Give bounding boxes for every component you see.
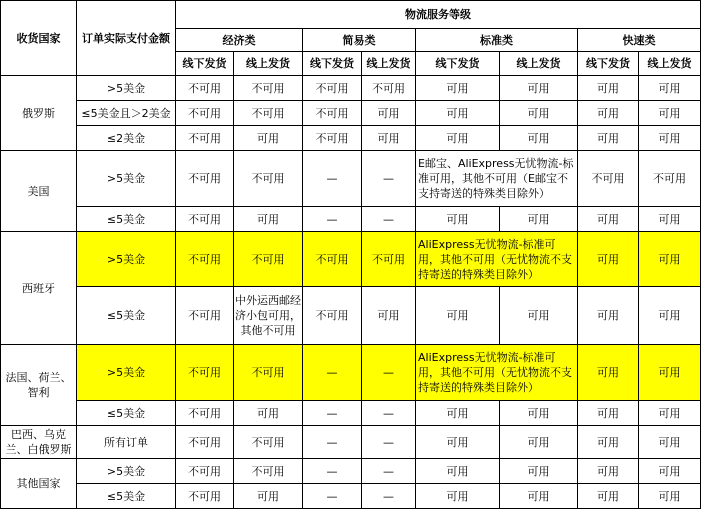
value-cell: 可用 bbox=[234, 484, 303, 509]
value-cell: 不可用 bbox=[639, 151, 701, 207]
value-cell: 可用 bbox=[416, 426, 500, 459]
header-simple: 简易类 bbox=[303, 29, 416, 52]
table-row bbox=[1, 345, 701, 401]
table-row bbox=[1, 459, 701, 484]
value-cell: 可用 bbox=[416, 401, 500, 426]
table-row bbox=[1, 101, 701, 126]
amount-cell: >5美金 bbox=[77, 345, 176, 401]
value-cell: 可用 bbox=[416, 459, 500, 484]
value-cell: 不可用 bbox=[234, 151, 303, 207]
value-cell: 可用 bbox=[500, 76, 578, 101]
value-cell: — bbox=[362, 207, 416, 232]
amount-cell: >5美金 bbox=[77, 459, 176, 484]
header-service-level: 物流服务等级 bbox=[176, 1, 701, 29]
value-cell: 可用 bbox=[578, 287, 639, 345]
value-cell: 可用 bbox=[578, 232, 639, 287]
header-standard: 标准类 bbox=[416, 29, 578, 52]
value-cell: 不可用 bbox=[176, 101, 234, 126]
country-cell: 美国 bbox=[1, 151, 77, 232]
value-cell: 可用 bbox=[639, 232, 701, 287]
value-cell: 不可用 bbox=[234, 76, 303, 101]
table-row bbox=[1, 76, 701, 101]
header-express-online: 线上发货 bbox=[639, 52, 701, 76]
table-row bbox=[1, 232, 701, 287]
value-cell: 可用 bbox=[500, 401, 578, 426]
value-cell: 不可用 bbox=[578, 151, 639, 207]
value-cell: — bbox=[362, 459, 416, 484]
value-cell: 可用 bbox=[500, 426, 578, 459]
value-cell: 不可用 bbox=[176, 484, 234, 509]
value-cell: 可用 bbox=[416, 287, 500, 345]
header-standard-offline: 线下发货 bbox=[416, 52, 500, 76]
value-cell: 可用 bbox=[578, 426, 639, 459]
value-cell: 可用 bbox=[639, 101, 701, 126]
amount-cell: ≤5美金 bbox=[77, 207, 176, 232]
value-cell: 不可用 bbox=[176, 345, 234, 401]
value-cell: 可用 bbox=[362, 126, 416, 151]
value-cell: — bbox=[303, 459, 362, 484]
value-cell: 可用 bbox=[416, 484, 500, 509]
value-cell: 不可用 bbox=[362, 232, 416, 287]
value-cell: 不可用 bbox=[176, 126, 234, 151]
value-cell: 可用 bbox=[639, 76, 701, 101]
table-row bbox=[1, 401, 701, 426]
header-amount: 订单实际支付金额 bbox=[77, 1, 176, 76]
table-row bbox=[1, 151, 701, 207]
value-cell: 可用 bbox=[416, 76, 500, 101]
value-cell: 不可用 bbox=[234, 345, 303, 401]
value-cell: — bbox=[303, 401, 362, 426]
value-cell: 不可用 bbox=[176, 232, 234, 287]
country-cell: 西班牙 bbox=[1, 232, 77, 345]
value-cell: 可用 bbox=[500, 101, 578, 126]
value-cell: 可用 bbox=[639, 345, 701, 401]
country-cell: 俄罗斯 bbox=[1, 76, 77, 151]
amount-cell: 所有订单 bbox=[77, 426, 176, 459]
header-economy-online: 线上发货 bbox=[234, 52, 303, 76]
country-cell: 其他国家 bbox=[1, 459, 77, 509]
value-cell: — bbox=[362, 426, 416, 459]
value-cell: 可用 bbox=[234, 401, 303, 426]
value-cell: 不可用 bbox=[303, 287, 362, 345]
value-cell: 可用 bbox=[234, 207, 303, 232]
value-cell: 可用 bbox=[362, 287, 416, 345]
header-destination: 收货国家 bbox=[1, 1, 77, 76]
value-cell: 可用 bbox=[578, 459, 639, 484]
value-cell: 可用 bbox=[639, 484, 701, 509]
value-cell: 不可用 bbox=[176, 287, 234, 345]
value-cell: 可用 bbox=[500, 287, 578, 345]
value-cell: 不可用 bbox=[176, 426, 234, 459]
value-cell: 可用 bbox=[639, 459, 701, 484]
value-cell: — bbox=[303, 151, 362, 207]
value-cell: 可用 bbox=[416, 126, 500, 151]
value-cell: 可用 bbox=[639, 126, 701, 151]
value-cell: 不可用 bbox=[176, 151, 234, 207]
header-economy-offline: 线下发货 bbox=[176, 52, 234, 76]
value-cell: 可用 bbox=[578, 76, 639, 101]
value-cell: — bbox=[303, 345, 362, 401]
value-cell: 可用 bbox=[578, 345, 639, 401]
value-cell: 可用 bbox=[362, 101, 416, 126]
value-cell: 可用 bbox=[639, 207, 701, 232]
header-economy: 经济类 bbox=[176, 29, 303, 52]
value-cell: 可用 bbox=[234, 126, 303, 151]
value-cell: 可用 bbox=[578, 126, 639, 151]
table-row bbox=[1, 484, 701, 509]
amount-cell: >5美金 bbox=[77, 232, 176, 287]
header-standard-online: 线上发货 bbox=[500, 52, 578, 76]
table-row bbox=[1, 207, 701, 232]
table-row bbox=[1, 126, 701, 151]
value-cell: 可用 bbox=[578, 401, 639, 426]
value-cell: 不可用 bbox=[303, 232, 362, 287]
amount-cell: ≤2美金 bbox=[77, 126, 176, 151]
header-express-offline: 线下发货 bbox=[578, 52, 639, 76]
value-cell: 不可用 bbox=[176, 76, 234, 101]
standard-note-cell: AliExpress无忧物流-标准可用，其他不可用（无忧物流不支持寄送的特殊类目除外） bbox=[416, 232, 578, 287]
value-cell: 不可用 bbox=[234, 426, 303, 459]
header-simple-online: 线上发货 bbox=[362, 52, 416, 76]
value-cell: 可用 bbox=[500, 126, 578, 151]
amount-cell: ≤5美金 bbox=[77, 401, 176, 426]
amount-cell: ≤5美金 bbox=[77, 287, 176, 345]
value-cell: 可用 bbox=[578, 207, 639, 232]
amount-cell: ≤5美金 bbox=[77, 484, 176, 509]
value-cell: 不可用 bbox=[176, 401, 234, 426]
standard-note-cell: E邮宝、AliExpress无忧物流-标准可用，其他不可用（E邮宝不支持寄送的特殊类目除外） bbox=[416, 151, 578, 207]
value-cell: 可用 bbox=[500, 207, 578, 232]
value-cell: 可用 bbox=[578, 101, 639, 126]
value-cell: — bbox=[362, 484, 416, 509]
value-cell: 不可用 bbox=[362, 76, 416, 101]
value-cell: 不可用 bbox=[234, 101, 303, 126]
value-cell: 可用 bbox=[578, 484, 639, 509]
value-cell: — bbox=[303, 207, 362, 232]
country-cell: 法国、荷兰、智利 bbox=[1, 345, 77, 426]
value-cell: 可用 bbox=[416, 207, 500, 232]
value-cell: 不可用 bbox=[234, 232, 303, 287]
header-row-1 bbox=[1, 1, 701, 29]
standard-note-cell: AliExpress无忧物流-标准可用，其他不可用（无忧物流不支持寄送的特殊类目除外） bbox=[416, 345, 578, 401]
value-cell: 可用 bbox=[639, 287, 701, 345]
header-simple-offline: 线下发货 bbox=[303, 52, 362, 76]
value-cell: — bbox=[362, 401, 416, 426]
value-cell: — bbox=[362, 151, 416, 207]
amount-cell: ≤5美金且＞2美金 bbox=[77, 101, 176, 126]
country-cell: 巴西、乌克兰、白俄罗斯 bbox=[1, 426, 77, 459]
value-cell: — bbox=[303, 484, 362, 509]
value-cell: 可用 bbox=[639, 401, 701, 426]
value-cell: 可用 bbox=[416, 101, 500, 126]
table-row bbox=[1, 287, 701, 345]
amount-cell: >5美金 bbox=[77, 151, 176, 207]
value-cell: 不可用 bbox=[303, 101, 362, 126]
value-cell: 不可用 bbox=[176, 459, 234, 484]
value-cell: 不可用 bbox=[176, 207, 234, 232]
value-cell: 不可用 bbox=[303, 126, 362, 151]
amount-cell: >5美金 bbox=[77, 76, 176, 101]
value-cell: 可用 bbox=[639, 426, 701, 459]
value-cell: — bbox=[303, 426, 362, 459]
value-cell: 不可用 bbox=[234, 459, 303, 484]
table-row bbox=[1, 426, 701, 459]
value-cell: 可用 bbox=[500, 459, 578, 484]
value-cell: 不可用 bbox=[303, 76, 362, 101]
value-cell: — bbox=[362, 345, 416, 401]
economy-online-note-cell: 中外运西邮经济小包可用，其他不可用 bbox=[234, 287, 303, 345]
header-express: 快速类 bbox=[578, 29, 701, 52]
value-cell: 可用 bbox=[500, 484, 578, 509]
